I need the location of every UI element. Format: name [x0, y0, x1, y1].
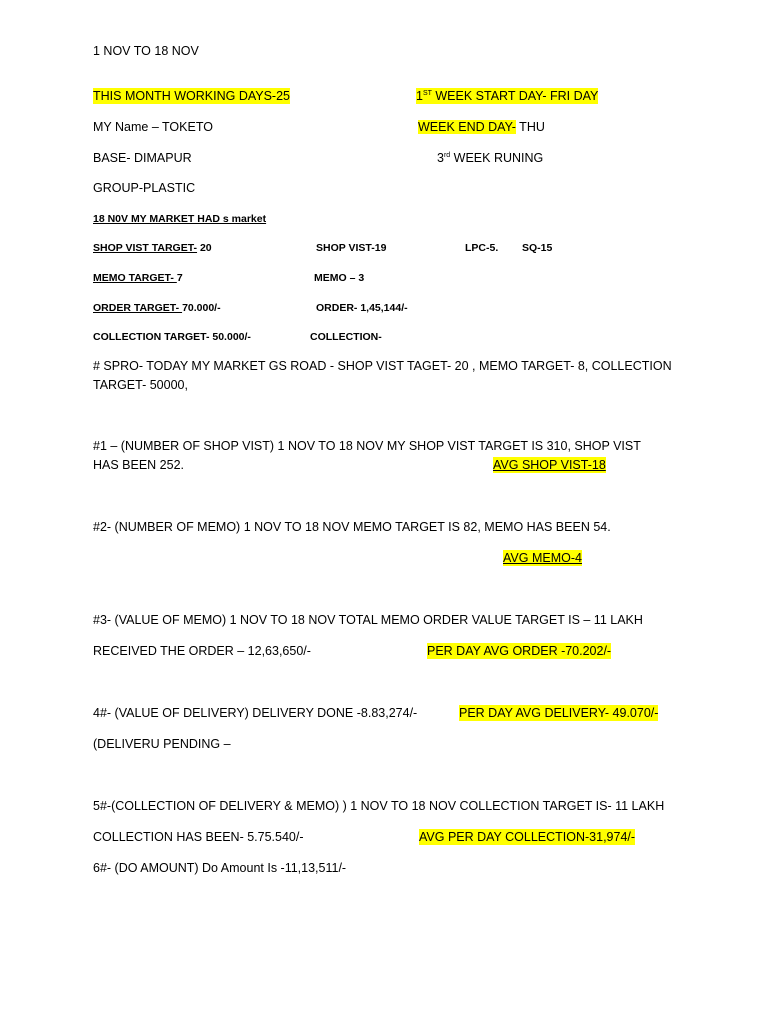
item-5-line-2: COLLECTION HAS BEEN- 5.75.540/- — [93, 830, 304, 844]
item-3-line-2: RECEIVED THE ORDER – 12,63,650/- — [93, 644, 311, 658]
spro-line-1: # SPRO- TODAY MY MARKET GS ROAD - SHOP VIST TAGET- 20 , MEMO TARGET- 8, COLLECTION — [93, 359, 672, 373]
week-end-day — [418, 119, 545, 135]
spro-line-2: TARGET- 50000, — [93, 378, 188, 392]
week-start-day — [416, 88, 598, 104]
week-start-sup: ST — [422, 89, 432, 97]
shop-visit-target — [93, 240, 212, 256]
item-4-line-2: (DELIVERU PENDING – — [93, 737, 231, 751]
item-2-avg: AVG MEMO-4 — [503, 551, 582, 565]
memo-target — [93, 270, 183, 286]
week-running-rest: WEEK RUNING — [450, 151, 544, 165]
shop-target-label: SHOP VIST TARGET- — [93, 242, 198, 254]
week-running — [437, 150, 543, 166]
daily-heading: 18 N0V MY MARKET HAD s market — [93, 213, 267, 225]
working-days: THIS MONTH WORKING DAYS-25 — [93, 89, 291, 103]
item-6-line-1: 6#- (DO AMOUNT) Do Amount Is -11,13,511/- — [93, 861, 347, 875]
item-3-line-1: #3- (VALUE OF MEMO) 1 NOV TO 18 NOV TOTAL MEMO ORDER VALUE TARGET IS – 11 LAKH — [93, 613, 643, 627]
shop-target-value: 20 — [197, 242, 212, 254]
group: GROUP-PLASTIC — [93, 181, 196, 195]
order-target — [93, 300, 221, 316]
shop-visit: SHOP VIST-19 — [316, 242, 387, 254]
sq: SQ-15 — [522, 242, 553, 254]
item-1-line-1: #1 – (NUMBER OF SHOP VIST) 1 NOV TO 18 NOV MY SHOP VIST TARGET IS 310, SHOP VIST — [93, 439, 641, 453]
order-target-label: ORDER TARGET- — [93, 302, 183, 314]
memo: MEMO – 3 — [314, 272, 365, 284]
collection-target: COLLECTION TARGET- 50.000/- — [93, 331, 251, 343]
my-name: MY Name – TOKETO — [93, 120, 213, 134]
order: ORDER- 1,45,144/- — [316, 302, 408, 314]
item-3-avg: PER DAY AVG ORDER -70.202/- — [427, 644, 612, 658]
period-title: 1 NOV TO 18 NOV — [93, 44, 199, 58]
order-target-value: 70.000/- — [182, 302, 221, 314]
item-1-avg: AVG SHOP VIST-18 — [493, 458, 606, 472]
week-running-num: 3 — [437, 151, 444, 165]
memo-target-value: 7 — [176, 272, 183, 284]
item-5-avg: AVG PER DAY COLLECTION-31,974/- — [419, 830, 636, 844]
item-4-avg: PER DAY AVG DELIVERY- 49.070/- — [459, 706, 659, 720]
week-start-rest: WEEK START DAY- FRI DAY — [431, 89, 599, 103]
collection: COLLECTION- — [310, 331, 382, 343]
week-running-sup: rd — [443, 151, 451, 159]
week-start-num: 1 — [416, 89, 423, 103]
week-end-label: WEEK END DAY- — [418, 120, 516, 134]
week-end-value: THU — [515, 120, 545, 134]
memo-target-label: MEMO TARGET- — [93, 272, 177, 284]
base: BASE- DIMAPUR — [93, 151, 192, 165]
item-4-line-1: 4#- (VALUE OF DELIVERY) DELIVERY DONE -8.83,274/- — [93, 706, 418, 720]
lpc: LPC-5. — [465, 242, 499, 254]
item-2-line-1: #2- (NUMBER OF MEMO) 1 NOV TO 18 NOV MEMO TARGET IS 82, MEMO HAS BEEN 54. — [93, 520, 611, 534]
item-5-line-1: 5#-(COLLECTION OF DELIVERY & MEMO) ) 1 NOV TO 18 NOV COLLECTION TARGET IS- 11 LAKH — [93, 799, 665, 813]
item-1-line-2: HAS BEEN 252. — [93, 458, 185, 472]
